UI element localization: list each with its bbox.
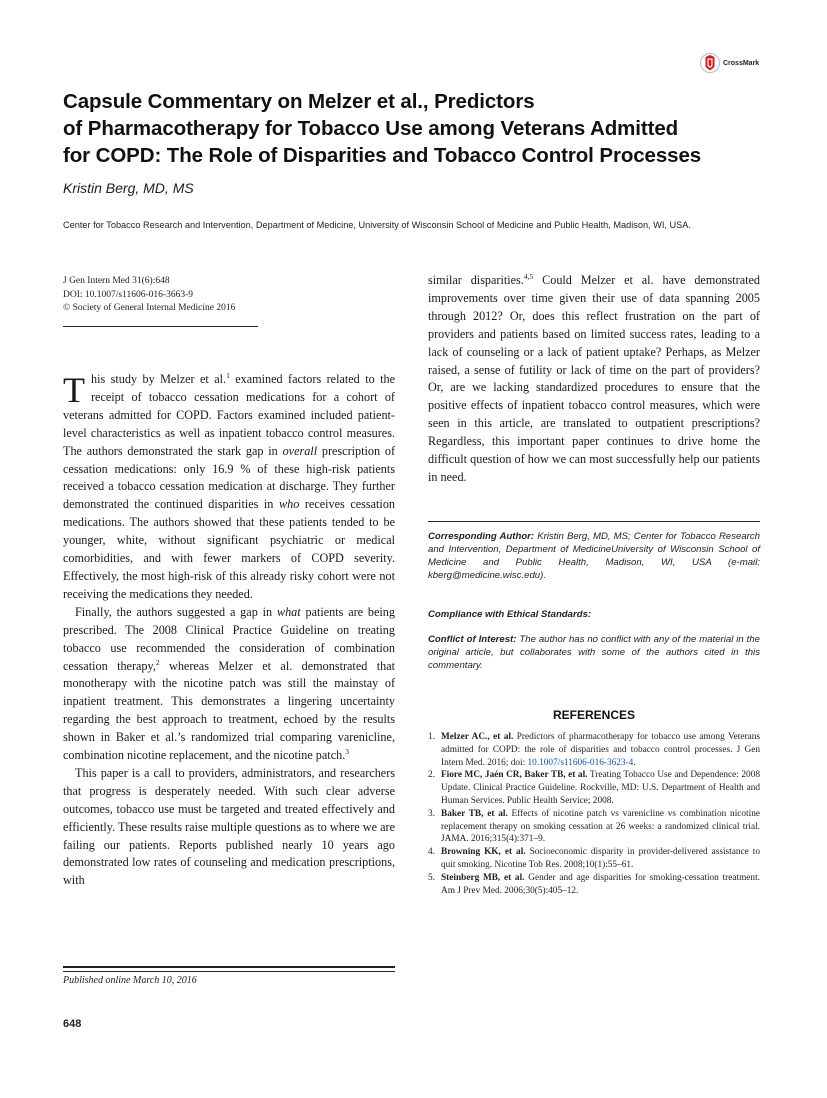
corresponding-author-label: Corresponding Author: [428, 531, 535, 542]
crossmark-label: CrossMark [723, 59, 760, 67]
compliance-heading: Compliance with Ethical Standards: [428, 609, 592, 620]
published-date: Published online March 10, 2016 [63, 975, 197, 986]
correspondence-divider [428, 521, 760, 522]
citation-divider [63, 326, 258, 327]
article-title [63, 88, 763, 169]
citation-ref[interactable]: 4,5 [523, 271, 534, 281]
citation-ref[interactable]: 3 [345, 746, 349, 756]
reference-item: 5. Steinberg MB, et al. Gender and age disparities for smoking-cessation treatment. Am J Prev Med. 2006;30(5):405–12. [428, 872, 760, 896]
conflict-of-interest: Conflict of Interest: The author has no conflict with any of the material in the original article, but collaborates with some of the authors cited in this commentary. [428, 634, 760, 671]
body-paragraph: similar disparities.$^{4,5}$ Could Melzer et al. have demonstrated improvements over time given their use of data spanning 2005 through 2012? Or, does this reflect frustration on the part of providers and patients based on limited success rates, leading to a lack of counseling or a lack of patient uptake? Perhaps, as Melzer raised, a sense of futility or lack of time on the part of providers? Or, are we lacking standardized procedures to ensure that the positive effects of inpatient tobacco control measures, which were seen in this article, are translated to outpatient prescriptions? Regardless, this important paper continues to drive home the difficult question of how we can most successfully help our patients in need. [428, 271, 760, 484]
page-number: 648 [63, 1018, 82, 1030]
journal-citation: J Gen Intern Med 31(6):648 [63, 276, 170, 286]
copyright-line: © Society of General Internal Medicine 2016 [63, 303, 236, 313]
crossmark-badge[interactable] [700, 52, 759, 74]
reference-doi-link[interactable]: 10.1007/s11606-016-3623-4 [527, 757, 634, 768]
references-heading: REFERENCES [552, 708, 635, 722]
footer-divider [63, 966, 395, 968]
conflict-label: Conflict of Interest: [428, 634, 517, 645]
reference-item: 1. Melzer AC., et al. Predictors of pharmacotherapy for tobacco use among Veterans admitted for COPD: the role of disparities and tobacco control processes. J Gen Intern Med. 2016; doi: 10.1007/s11606-016-3623-4. [428, 732, 760, 768]
citation-ref[interactable]: 1 [226, 370, 230, 380]
references-list [428, 731, 760, 897]
title-line: of Pharmacotherapy for Tobacco Use among Veterans Admitted [63, 117, 679, 140]
title-line: Capsule Commentary on Melzer et al., Predictors [63, 90, 535, 113]
body-paragraph: This paper is a call to providers, administrators, and researchers that progress is desperately needed. With such clear adverse outcomes, tobacco use must be targeted and treated effectively and efficiently. These results raise multiple questions as to where we are failing our patients. Reports published nearly 10 years ago demonstrated low rates of counseling and medication prescriptions, with [63, 765, 395, 888]
corresponding-author: Corresponding Author: Kristin Berg, MD, MS; Center for Tobacco Research and Intervention, Department of MedicineUniversity of Wisconsin School of Medicine and Public Health, Madison, WI, USA (e-mail: kberg@medicine.wisc.edu). [428, 531, 761, 581]
title-line: for COPD: The Role of Disparities and Tobacco Control Processes [63, 144, 702, 167]
crossmark-icon [700, 52, 720, 74]
body-paragraph: This study by Melzer et al.$^1$ examined factors related to the receipt of tobacco cessation medications for a cohort of veterans admitted for COPD. Factors examined included patient-level characteristics as well as inpatient tobacco control measures. The authors demonstrated the stark gap in overall prescription of cessation medications: only 16.9 % of these high-risk patients received a tobacco cessation medication at discharge. They further demonstrated the continued disparities in who receives cessation medications. The authors showed that these patients tended to be younger, white, without significant psychiatric or medical comorbidities, and with fewer markers of COPD severity. Effectively, the most high-risk of this already risky cohort were not receiving the medications they needed. [63, 370, 396, 601]
drop-cap: T [63, 370, 85, 410]
citation-ref[interactable]: 2 [155, 657, 160, 667]
footer-divider [63, 971, 395, 972]
reference-item: 4. Browning KK, et al. Socioeconomic disparity in provider-delivered assistance to quit smoking. Nicotine Tob Res. 2008;10(1):55–61. [428, 847, 760, 870]
author-name: Kristin Berg, MD, MS [63, 180, 194, 196]
author-affiliation: Center for Tobacco Research and Intervention, Department of Medicine, University of Wisconsin School of Medicine and Public Health, Madison, WI, USA. [63, 220, 691, 230]
body-column-right [428, 272, 760, 487]
body-column-left [63, 371, 395, 890]
doi-line[interactable]: DOI: 10.1007/s11606-016-3663-9 [63, 289, 193, 300]
reference-item: 3. Baker TB, et al. Effects of nicotine patch vs varenicline vs combination nicotine replacement therapy on smoking cessation at 26 weeks: a randomized clinical trial. JAMA. 2016;315(4):371–9. [428, 808, 760, 845]
reference-item: 2. Fiore MC, Jaén CR, Baker TB, et al. Treating Tobacco Use and Dependence: 2008 Update. Clinical Practice Guideline. Rockville, MD: U.S. Department of Health and Human Services. Public Health Service; 2008. [428, 770, 760, 806]
body-paragraph: Finally, the authors suggested a gap in what patients are being prescribed. The 2008 Clinical Practice Guideline on treating tobacco use recommended the consideration of combination cessation therapy,$^2$ whereas Melzer et al. demonstrated that monotherapy with the nicotine patch was still the mainstay of inpatient treatment. This demonstrates a lingering uncertainty regarding the best approach to treatment, echoed by the results shown in Baker et al.’s randomized trial comparing varenicline, combination nicotine replacement, and the nicotine patch.$^3$ [63, 604, 395, 763]
citation-block [63, 275, 235, 316]
